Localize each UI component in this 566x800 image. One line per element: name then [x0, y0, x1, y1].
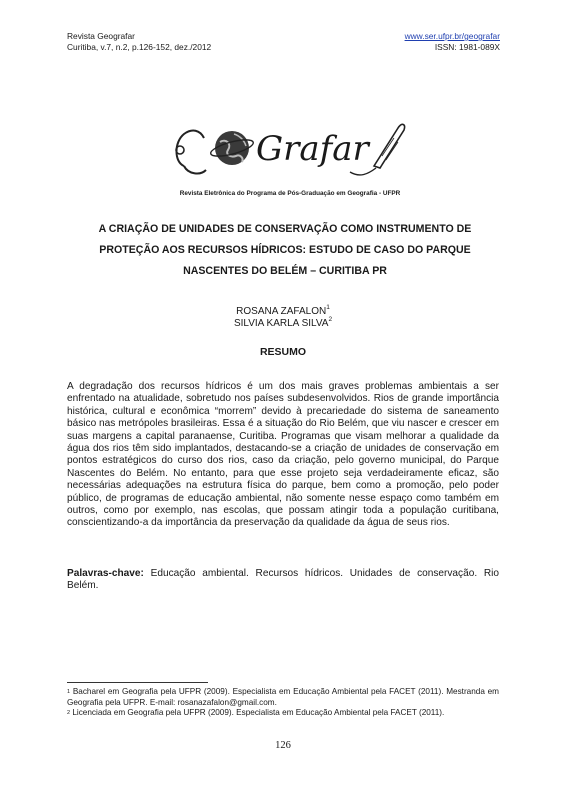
footnote-2 [67, 708, 499, 719]
title-line: PROTEÇÃO AOS RECURSOS HÍDRICOS: ESTUDO DE CASO DO PARQUE [99, 244, 471, 256]
footnote-mark: 2 [328, 316, 333, 323]
footnote-mark: 2 [67, 710, 71, 716]
running-header-left [67, 31, 211, 53]
article-title [70, 219, 500, 282]
journal-url-link[interactable]: www.ser.ufpr.br/geografar [404, 31, 500, 41]
keywords-list: Educação ambiental. Recursos hídricos. Unidades de conservação. Rio Belém. [67, 568, 499, 592]
author-name: SILVIA KARLA SILVA [233, 318, 329, 329]
footnote-divider [67, 682, 208, 683]
running-header-right [405, 31, 500, 53]
geografar-logo [170, 112, 410, 188]
logo-caption: Revista Eletrônica do Programa de Pós-Graduação em Geografia - UFPR [179, 190, 401, 197]
keywords [67, 568, 499, 593]
page-number: 126 [275, 740, 291, 751]
footnote-text: Licenciada em Geografia pela UFPR (2009). Especialista em Educação Ambiental pela FACET (2011). [72, 708, 445, 717]
logo-wordmark: Grafar [256, 129, 369, 169]
footnote-mark: 1 [326, 304, 330, 311]
abstract-text: A degradação dos recursos hídricos é um dos mais graves problemas ambientais a ser enfrentado na atualidade, sobretudo nos países subdesenvolvidos. Rios de grande importância histórica, cultural e econômica “morrem” devido à precariedade do sistema de saneamento básico nas metrópoles brasileiras. Essa é a situação do Rio Belém, que viu nascer e crescer em suas margens a capital paranaense, Curitiba. Programas que visam melhorar a qualidade da água dos rios têm sido implantados, destacando-se a criação de unidades de conservação em pontos estratégicos do curso dos rios, caso da criação, pelo governo municipal, do Parque Nascentes do Belém. No entanto, para que esse projeto seja verdadeiramente eficaz, são necessárias adequações na estrutura física do parque, bem como a promoção, pelo poder público, de programas de educação ambiental, não somente nesse espaço como também em outros, como por exemplo, nas escolas, que possam atingir toda a população curitibana, conscientizando-a da importância da preservação da qualidade da água de seus rios. [67, 381, 499, 529]
keywords-label: Palavras-chave: [67, 568, 144, 579]
title-line: NASCENTES DO BELÉM – CURITIBA PR [183, 265, 387, 277]
title-line: A CRIAÇÃO DE UNIDADES DE CONSERVAÇÃO COMO INSTRUMENTO DE [98, 223, 472, 235]
footnotes [67, 687, 499, 719]
journal-citation: Curitiba, v.7, n.2, p.126-152, dez./2012 [67, 42, 212, 52]
journal-name: Revista Geografar [67, 31, 135, 41]
abstract-heading: RESUMO [259, 346, 307, 358]
author-1 [0, 306, 566, 317]
footnote-text: Bacharel em Geografia pela UFPR (2009). Especialista em Educação Ambiental pela FACET (2011). Mestranda em Geografia pela UFPR. E-mail: rosanazafalon@gmail.com. [67, 687, 499, 707]
journal-issn: ISSN: 1981-089X [434, 42, 500, 52]
author-2 [0, 318, 566, 329]
footnote-1 [67, 687, 499, 708]
footnote-mark: 1 [67, 689, 71, 695]
author-name: ROSANA ZAFALON [236, 306, 327, 317]
